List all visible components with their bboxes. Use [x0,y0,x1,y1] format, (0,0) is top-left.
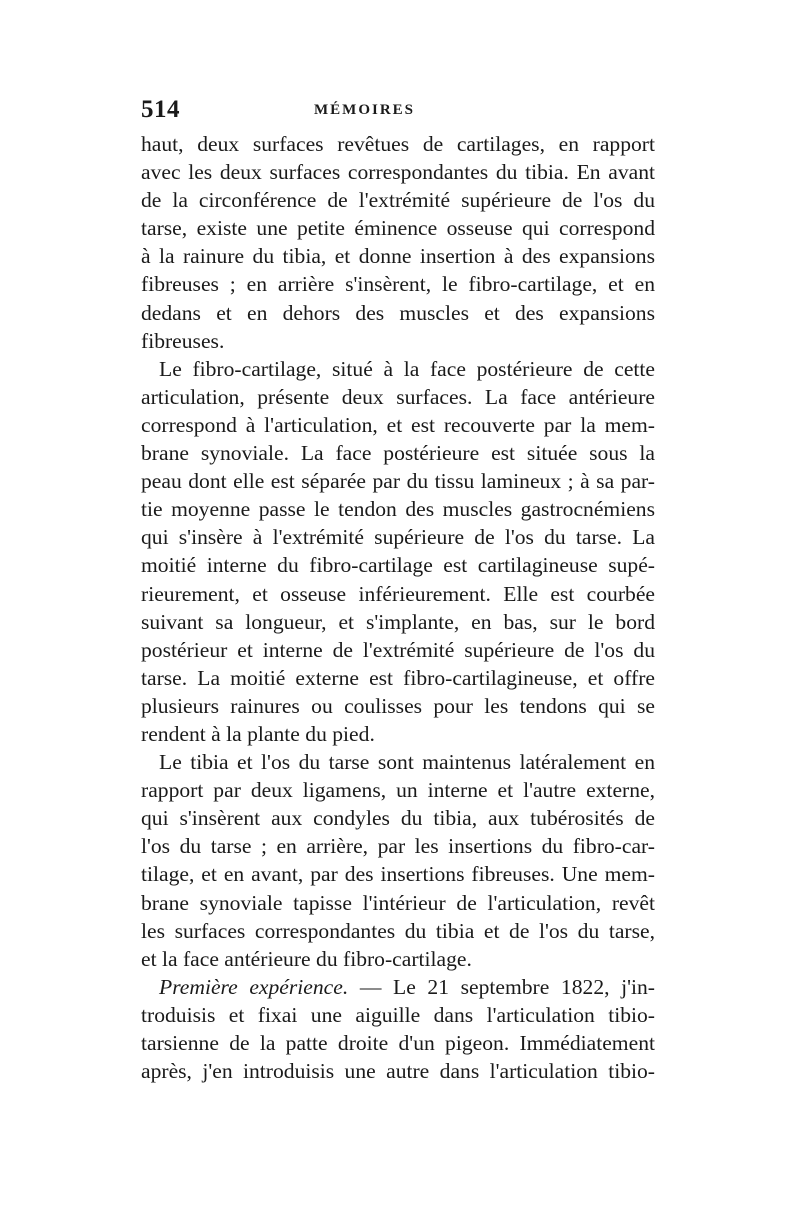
page-header [141,96,661,132]
text-line: fibreuses. [141,328,225,353]
paragraph [141,973,655,1085]
text-line: dedans et en dehors des muscles et des expansions [141,300,655,325]
text-line: suivant sa longueur, et s'implante, en bas, sur le bord [141,609,655,634]
text-line: tie moyenne passe le tendon des muscles gastrocnémiens [141,497,655,522]
text-line: tarse, existe une petite éminence osseuse qui correspond [141,216,655,241]
text-line: tilage, et en avant, par des insertions fibreuses. Une mem- [141,862,655,887]
page-number: 514 [141,96,180,123]
text-line: l'os du tarse ; en arrière, par les insertions du fibro-car- [141,834,655,859]
text-line: et la face antérieure du fibro-cartilage. [141,946,472,971]
text-line: à la rainure du tibia, et donne insertion à des expansions [141,244,655,269]
text-line: de la circonférence de l'extrémité supérieure de l'os du [141,188,655,213]
text-line: après, j'en introduisis une autre dans l'articulation tibio- [141,1059,655,1084]
text-line: tarse. La moitié externe est fibro-cartilagineuse, et offre [141,665,655,690]
text-line: brane synoviale. La face postérieure est située sous la [141,441,655,466]
text-line: Le fibro-cartilage, situé à la face postérieure de cette [159,356,655,381]
paragraph [141,748,655,973]
running-head: MÉMOIRES [314,102,416,118]
text-line: correspond à l'articulation, et est recouverte par la mem- [141,412,655,437]
text-line: tarsienne de la patte droite d'un pigeon. Immédiatement [141,1031,655,1055]
text-line: avec les deux surfaces correspondantes du tibia. En avant [141,160,655,185]
text-line: brane synoviale tapisse l'intérieur de l'articulation, revêt [141,890,655,915]
text-line: troduisis et fixai une aiguille dans l'articulation tibio- [141,1002,655,1027]
experiment-heading: Première expérience. [159,974,349,999]
text-line: haut, deux surfaces revêtues de cartilages, en rapport [141,132,655,156]
text-line: peau dont elle est séparée par du tissu lamineux ; à sa par- [141,469,655,494]
text-line: plusieurs rainures ou coulisses pour les tendons qui se [141,693,655,718]
text-line [141,973,655,1001]
text-line: qui s'insère à l'extrémité supérieure de l'os du tarse. La [141,525,655,550]
paragraph [141,130,655,355]
text-line: articulation, présente deux surfaces. La face antérieure [141,384,655,409]
paragraph [141,355,655,748]
text-line: qui s'insèrent aux condyles du tibia, aux tubérosités de [141,806,655,831]
body-text [141,130,655,1085]
text-line: Le tibia et l'os du tarse sont maintenus latéralement en [159,750,655,775]
text-fragment: — Le 21 septembre 1822, j'in- [348,974,655,999]
text-line: fibreuses ; en arrière s'insèrent, le fibro-cartilage, et en [141,272,655,297]
text-line: moitié interne du fibro-cartilage est cartilagineuse supé- [141,553,655,578]
text-line: rieurement, et osseuse inférieurement. Elle est courbée [141,581,655,606]
text-line: postérieur et interne de l'extrémité supérieure de l'os du [141,637,655,662]
text-line: rapport par deux ligamens, un interne et l'autre externe, [141,778,655,803]
text-line: les surfaces correspondantes du tibia et de l'os du tarse, [141,918,655,943]
text-line: rendent à la plante du pied. [141,721,375,746]
